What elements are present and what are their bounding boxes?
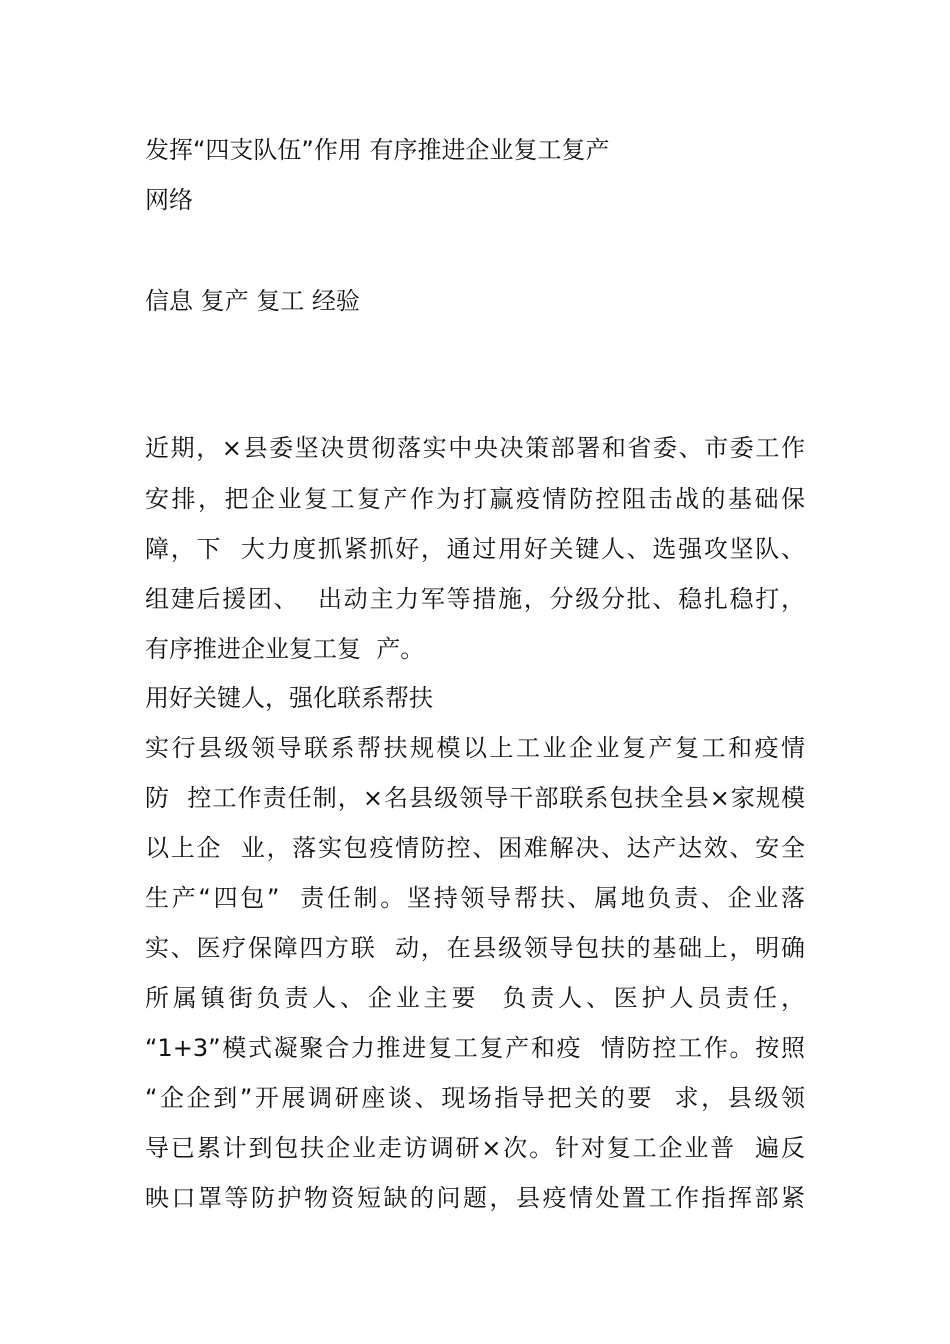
body-line: 防 控工作责任制，×名县级领导干部联系包扶全县×家规模 xyxy=(145,784,805,812)
body-line: 障，下 大力度抓紧抓好，通过用好关键人、选强攻坚队、 xyxy=(145,535,805,563)
body-line: “1+3”模式凝聚合力推进复工复产和疫 情防控工作。按照 xyxy=(145,1034,805,1062)
body-line: 有序推进企业复工复 产。 xyxy=(145,635,425,663)
document-title: 发挥“四支队伍”作用 有序推进企业复工复产 xyxy=(145,136,610,164)
body-line: 近期，×县委坚决贯彻落实中央决策部署和省委、市委工作 xyxy=(145,434,805,462)
body-line: 映口罩等防护物资短缺的问题，县疫情处置工作指挥部紧 xyxy=(145,1184,805,1212)
body-line: 安排，把企业复工复产作为打赢疫情防控阻击战的基础保 xyxy=(145,485,805,513)
body-line: 所属镇街负责人、企业主要 负责人、医护人员责任， xyxy=(145,984,805,1012)
body-line: 实、医疗保障四方联 动，在县级领导包扶的基础上，明确 xyxy=(145,934,805,962)
section-heading: 用好关键人，强化联系帮扶 xyxy=(145,684,433,712)
document-source: 网络 xyxy=(145,186,193,214)
document-keywords: 信息 复产 复工 经验 xyxy=(145,287,360,315)
body-line: 实行县级领导联系帮扶规模以上工业企业复产复工和疫情 xyxy=(145,734,805,762)
body-line: “企企到”开展调研座谈、现场指导把关的要 求，县级领 xyxy=(145,1084,805,1112)
body-line: 组建后援团、 出动主力军等措施，分级分批、稳扎稳打， xyxy=(145,585,805,613)
body-line: 生产“四包” 责任制。坚持领导帮扶、属地负责、企业落 xyxy=(145,884,805,912)
body-line: 以上企 业，落实包疫情防控、困难解决、达产达效、安全 xyxy=(145,834,805,862)
body-line: 导已累计到包扶企业走访调研×次。针对复工企业普 遍反 xyxy=(145,1134,805,1162)
